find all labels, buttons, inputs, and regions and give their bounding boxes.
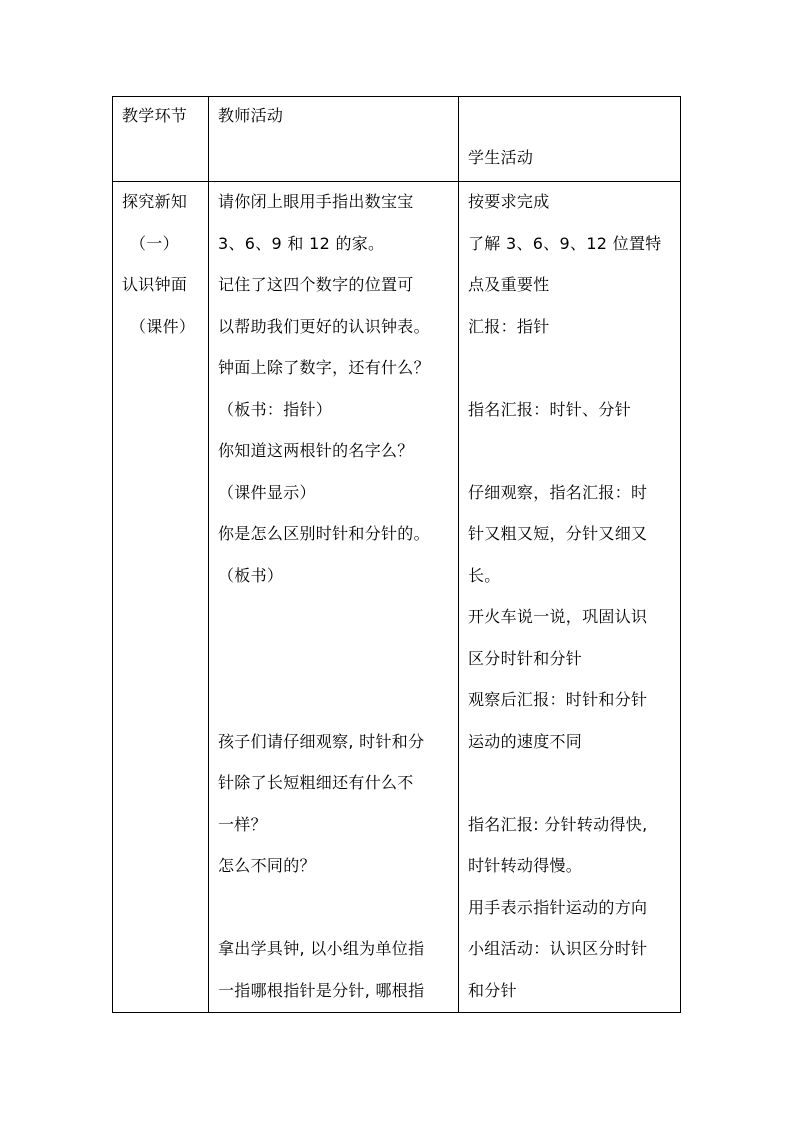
teacher-activity-line: 钟面上除了数字，还有什么？ — [218, 358, 430, 377]
student-activity-line: 仔细观察，指名汇报：时 — [468, 483, 648, 502]
header-teacher-activity: 教师活动 — [218, 106, 284, 125]
teacher-activity-line: 你是怎么区别时针和分针的。 — [218, 524, 430, 543]
header-row-divider — [113, 181, 680, 182]
teacher-activity-line: 请你闭上眼用手指出数宝宝 — [218, 192, 414, 211]
student-activity-line: 指名汇报: 分针转动得快, — [468, 815, 648, 834]
section-label-line: （课件） — [130, 317, 196, 336]
student-activity-line: 长。 — [468, 566, 501, 585]
teacher-activity-line: 一样？ — [218, 815, 267, 834]
section-label-line: （一） — [130, 234, 179, 253]
header-student-activity: 学生活动 — [468, 148, 534, 167]
teacher-activity-line: 一指哪根指针是分针, 哪根指 — [218, 981, 425, 1000]
teacher-activity-line: 你知道这两根针的名字么？ — [218, 441, 414, 460]
student-activity-line: 和分针 — [468, 981, 517, 1000]
student-activity-line: 用手表示指针运动的方向 — [468, 898, 648, 917]
teacher-activity-line: （板书） — [218, 566, 284, 585]
student-activity-line: 运动的速度不同 — [468, 732, 583, 751]
teacher-activity-line: （课件显示） — [218, 483, 316, 502]
student-activity-line: 了解 3、6、9、12 位置特 — [468, 234, 662, 253]
teacher-activity-line: 记住了这四个数字的位置可 — [218, 275, 414, 294]
student-activity-line: 时针转动得慢。 — [468, 856, 583, 875]
student-activity-line: 指名汇报：时针、分针 — [468, 400, 632, 419]
teacher-activity-line: 怎么不同的？ — [218, 856, 316, 875]
student-activity-line: 汇报：指针 — [468, 317, 550, 336]
section-label-line: 认识钟面 — [122, 275, 188, 294]
teacher-activity-line: 拿出学具钟, 以小组为单位指 — [218, 939, 425, 958]
student-activity-line: 针又粗又短，分针又细又 — [468, 524, 648, 543]
teacher-activity-line: 3、6、9 和 12 的家。 — [218, 234, 385, 253]
section-label-line: 探究新知 — [122, 192, 188, 211]
teacher-activity-line: （板书：指针） — [218, 400, 333, 419]
student-activity-line: 点及重要性 — [468, 275, 550, 294]
student-activity-line: 按要求完成 — [468, 192, 550, 211]
lesson-plan-table — [112, 96, 681, 1013]
teacher-activity-line: 孩子们请仔细观察, 时针和分 — [218, 732, 425, 751]
header-teaching-stage: 教学环节 — [122, 106, 188, 125]
column-divider-1 — [208, 97, 209, 1012]
student-activity-line: 小组活动：认识区分时针 — [468, 939, 648, 958]
student-activity-line: 观察后汇报：时针和分针 — [468, 690, 648, 709]
teacher-activity-line: 以帮助我们更好的认识钟表。 — [218, 317, 430, 336]
student-activity-line: 开火车说一说，巩固认识 — [468, 607, 648, 626]
teacher-activity-line: 针除了长短粗细还有什么不 — [218, 773, 414, 792]
column-divider-2 — [458, 97, 459, 1012]
student-activity-line: 区分时针和分针 — [468, 649, 583, 668]
